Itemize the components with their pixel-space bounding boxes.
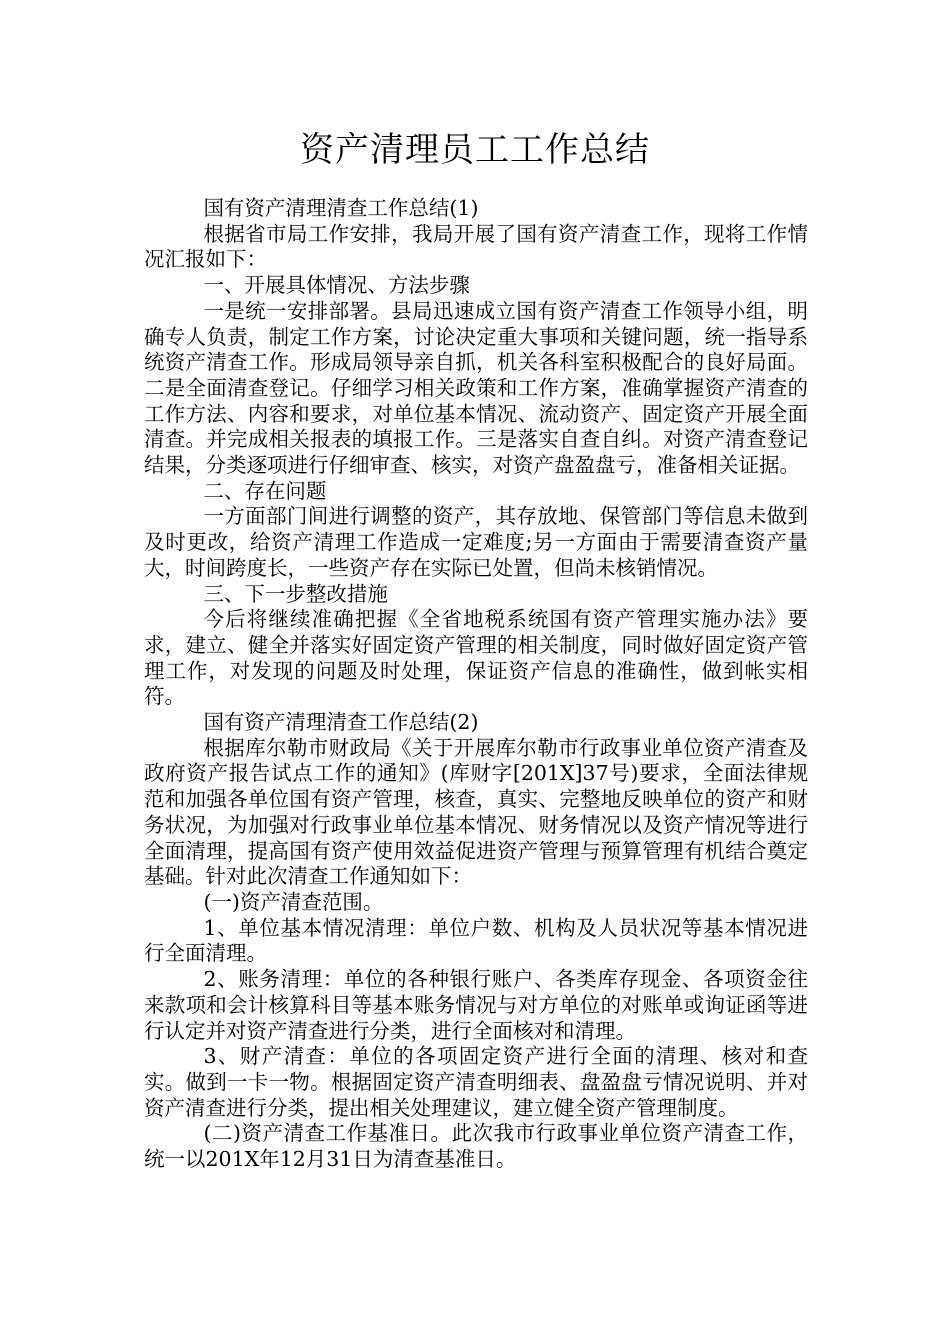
paragraph: 一方面部门间进行调整的资产，其存放地、保管部门等信息未做到及时更改，给资产清理工作造成一定难度;另一方面由于需要清查资产量大，时间跨度长，一些资产存在实际已处置，但尚未核销情况。 [144, 504, 808, 580]
paragraph: 根据省市局工作安排，我局开展了国有资产清查工作，现将工作情况汇报如下： [144, 221, 808, 272]
paragraph: 根据库尔勒市财政局《关于开展库尔勒市行政事业单位资产清查及政府资产报告试点工作的通知》(库财字[201X]37号)要求，全面法律规范和加强各单位国有资产管理，核查，真实、完整地反映单位的资产和财务状况，为加强对行政事业单位基本情况、财务情况以及资产情况等进行全面清理，提高国有资产使用效益促进资产管理与预算管理有机结合奠定基础。针对此次清查工作通知如下： [144, 735, 808, 889]
paragraph: 一是统一安排部署。县局迅速成立国有资产清查工作领导小组，明确专人负责，制定工作方案，讨论决定重大事项和关键问题，统一指导系统资产清查工作。形成局领导亲自抓，机关各科室积极配合的良好局面。二是全面清查登记。仔细学习相关政策和工作方案，准确掌握资产清查的工作方法、内容和要求，对单位基本情况、流动资产、固定资产开展全面清查。并完成相关报表的填报工作。三是落实自查自纠。对资产清查登记结果，分类逐项进行仔细审查、核实，对资产盘盈盘亏，准备相关证据。 [144, 298, 808, 478]
paragraph: 二、存在问题 [203, 478, 327, 503]
paragraph: 3、财产清查：单位的各项固定资产进行全面的清理、核对和查实。做到一卡一物。根据固定资产清查明细表、盘盈盘亏情况说明、并对资产清查进行分类，提出相关处理建议，建立健全资产管理制度。 [144, 1044, 808, 1120]
paragraph: 1、单位基本情况清理：单位户数、机构及人员状况等基本情况进行全面清理。 [144, 915, 808, 966]
document-title: 资产清理员工工作总结 [300, 130, 650, 170]
paragraph: (一)资产清查范围。 [203, 889, 384, 914]
paragraph: 今后将继续准确把握《全省地税系统国有资产管理实施办法》要求，建立、健全并落实好固定资产管理的相关制度，同时做好固定资产管理工作，对发现的问题及时处理，保证资产信息的准确性，做到帐实相符。 [144, 607, 808, 709]
paragraph: 一、开展具体情况、方法步骤 [203, 273, 470, 298]
paragraph: 2、账务清理：单位的各种银行账户、各类库存现金、各项资金往来款项和会计核算科目等基本账务情况与对方单位的对账单或询证函等进行认定并对资产清查进行分类，进行全面核对和清理。 [144, 967, 808, 1043]
paragraph: 国有资产清理清查工作总结(2) [203, 710, 479, 735]
paragraph: (二)资产清查工作基准日。此次我市行政事业单位资产清查工作，统一以201X年12月31日为清查基准日。 [144, 1121, 808, 1172]
paragraph: 三、下一步整改措施 [203, 581, 388, 606]
paragraph: 国有资产清理清查工作总结(1) [203, 196, 479, 220]
document-body [144, 196, 808, 1173]
